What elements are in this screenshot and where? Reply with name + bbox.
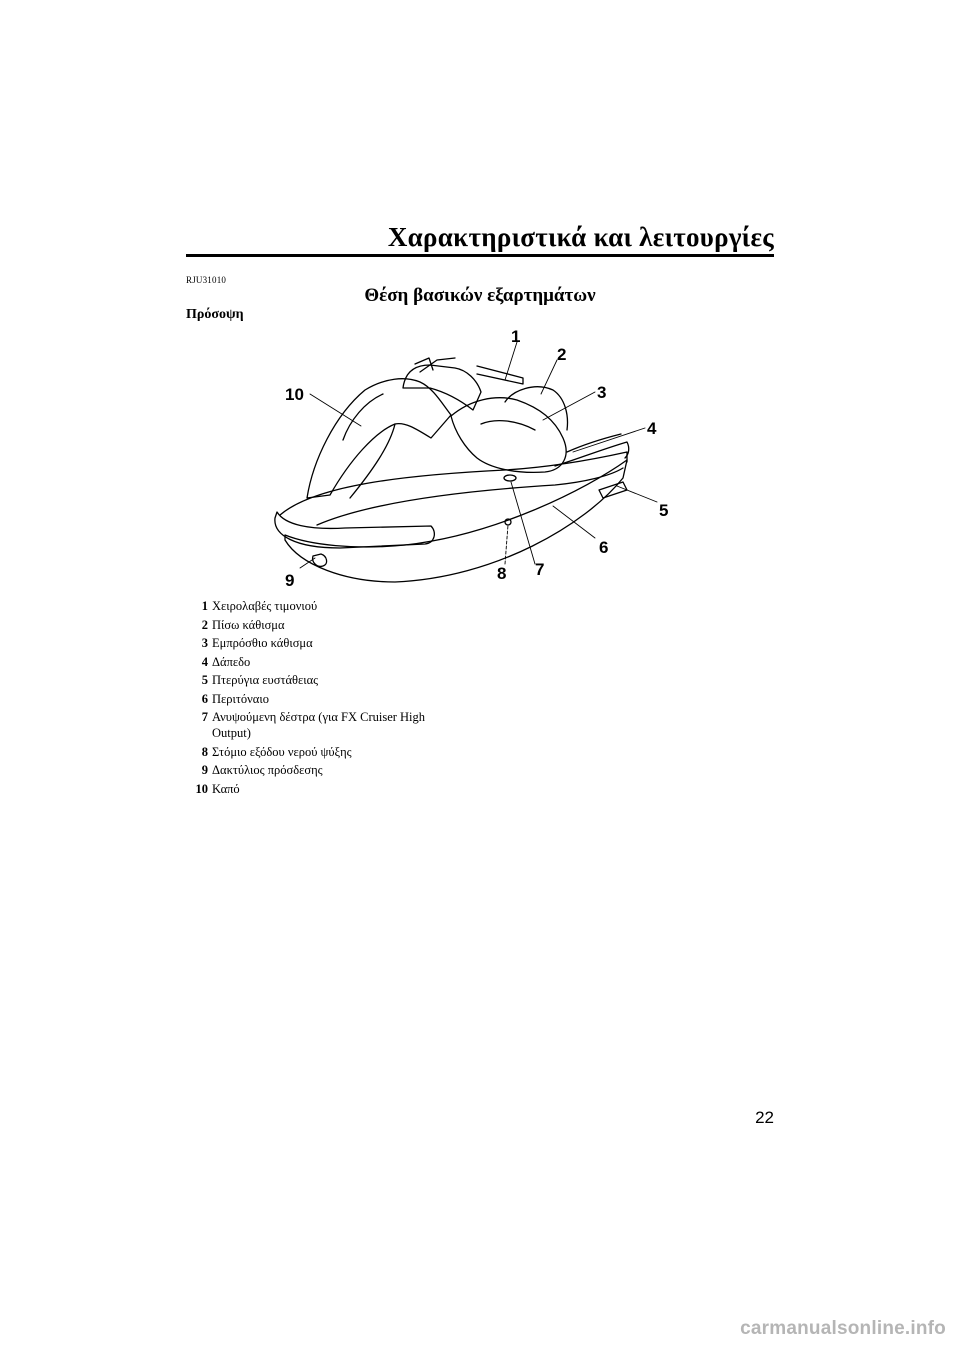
list-item [186,654,456,670]
part-label: Δάπεδο [212,654,251,669]
page-number: 22 [755,1108,774,1127]
part-label: Πτερύγια ευστάθειας [212,673,319,687]
list-item [186,691,456,707]
part-label: Περιτόναιο [212,691,269,706]
part-number: 1 [201,599,208,613]
callout-10: 10 [285,385,304,404]
subsection-title: Πρόσοψη [186,307,244,322]
list-item [186,598,456,614]
part-number: 7 [201,710,208,724]
part-number: 6 [201,691,208,706]
part-label: Στόμιο εξόδου νερού ψύξης [212,744,352,759]
callout-4: 4 [647,419,657,438]
callout-5: 5 [659,501,669,520]
part-number: 5 [201,673,208,687]
callout-7: 7 [535,560,545,579]
callout-8: 8 [497,564,507,583]
part-number: 2 [201,617,208,632]
part-number: 8 [201,744,208,759]
list-item [186,635,456,651]
part-label: Πίσω κάθισμα [212,617,285,632]
watermark: carmanualsonline.info [740,1318,946,1339]
part-number: 3 [201,636,208,650]
callout-1: 1 [511,327,521,346]
part-label: Ανυψούμενη δέστρα (για FX Cruiser High Output) [212,710,426,740]
callout-9: 9 [285,571,295,588]
part-label: Δακτύλιος πρόσδεσης [212,763,323,777]
section-title: Θέση βασικών εξαρτημάτων [364,285,596,306]
leader-lines [300,342,657,568]
watercraft-illustration [275,358,629,582]
chapter-rule [186,254,774,257]
list-item [186,709,456,741]
parts-list [186,598,456,799]
callout-3: 3 [597,383,607,402]
callout-2: 2 [557,345,567,364]
list-item [186,744,456,760]
chapter-title: Χαρακτηριστικά και λειτουργίες [387,222,774,252]
section-code: RJU31010 [186,275,227,285]
part-label: Καπό [212,781,240,796]
callout-6: 6 [599,538,609,557]
part-number: 9 [201,763,208,777]
list-item [186,781,456,797]
part-label: Χειρολαβές τιμονιού [212,599,318,613]
part-number: 10 [195,781,208,796]
list-item [186,617,456,633]
part-label: Εμπρόσθιο κάθισμα [212,636,313,650]
list-item [186,672,456,688]
watercraft-diagram [255,320,695,588]
list-item [186,762,456,778]
part-number: 4 [201,654,208,669]
